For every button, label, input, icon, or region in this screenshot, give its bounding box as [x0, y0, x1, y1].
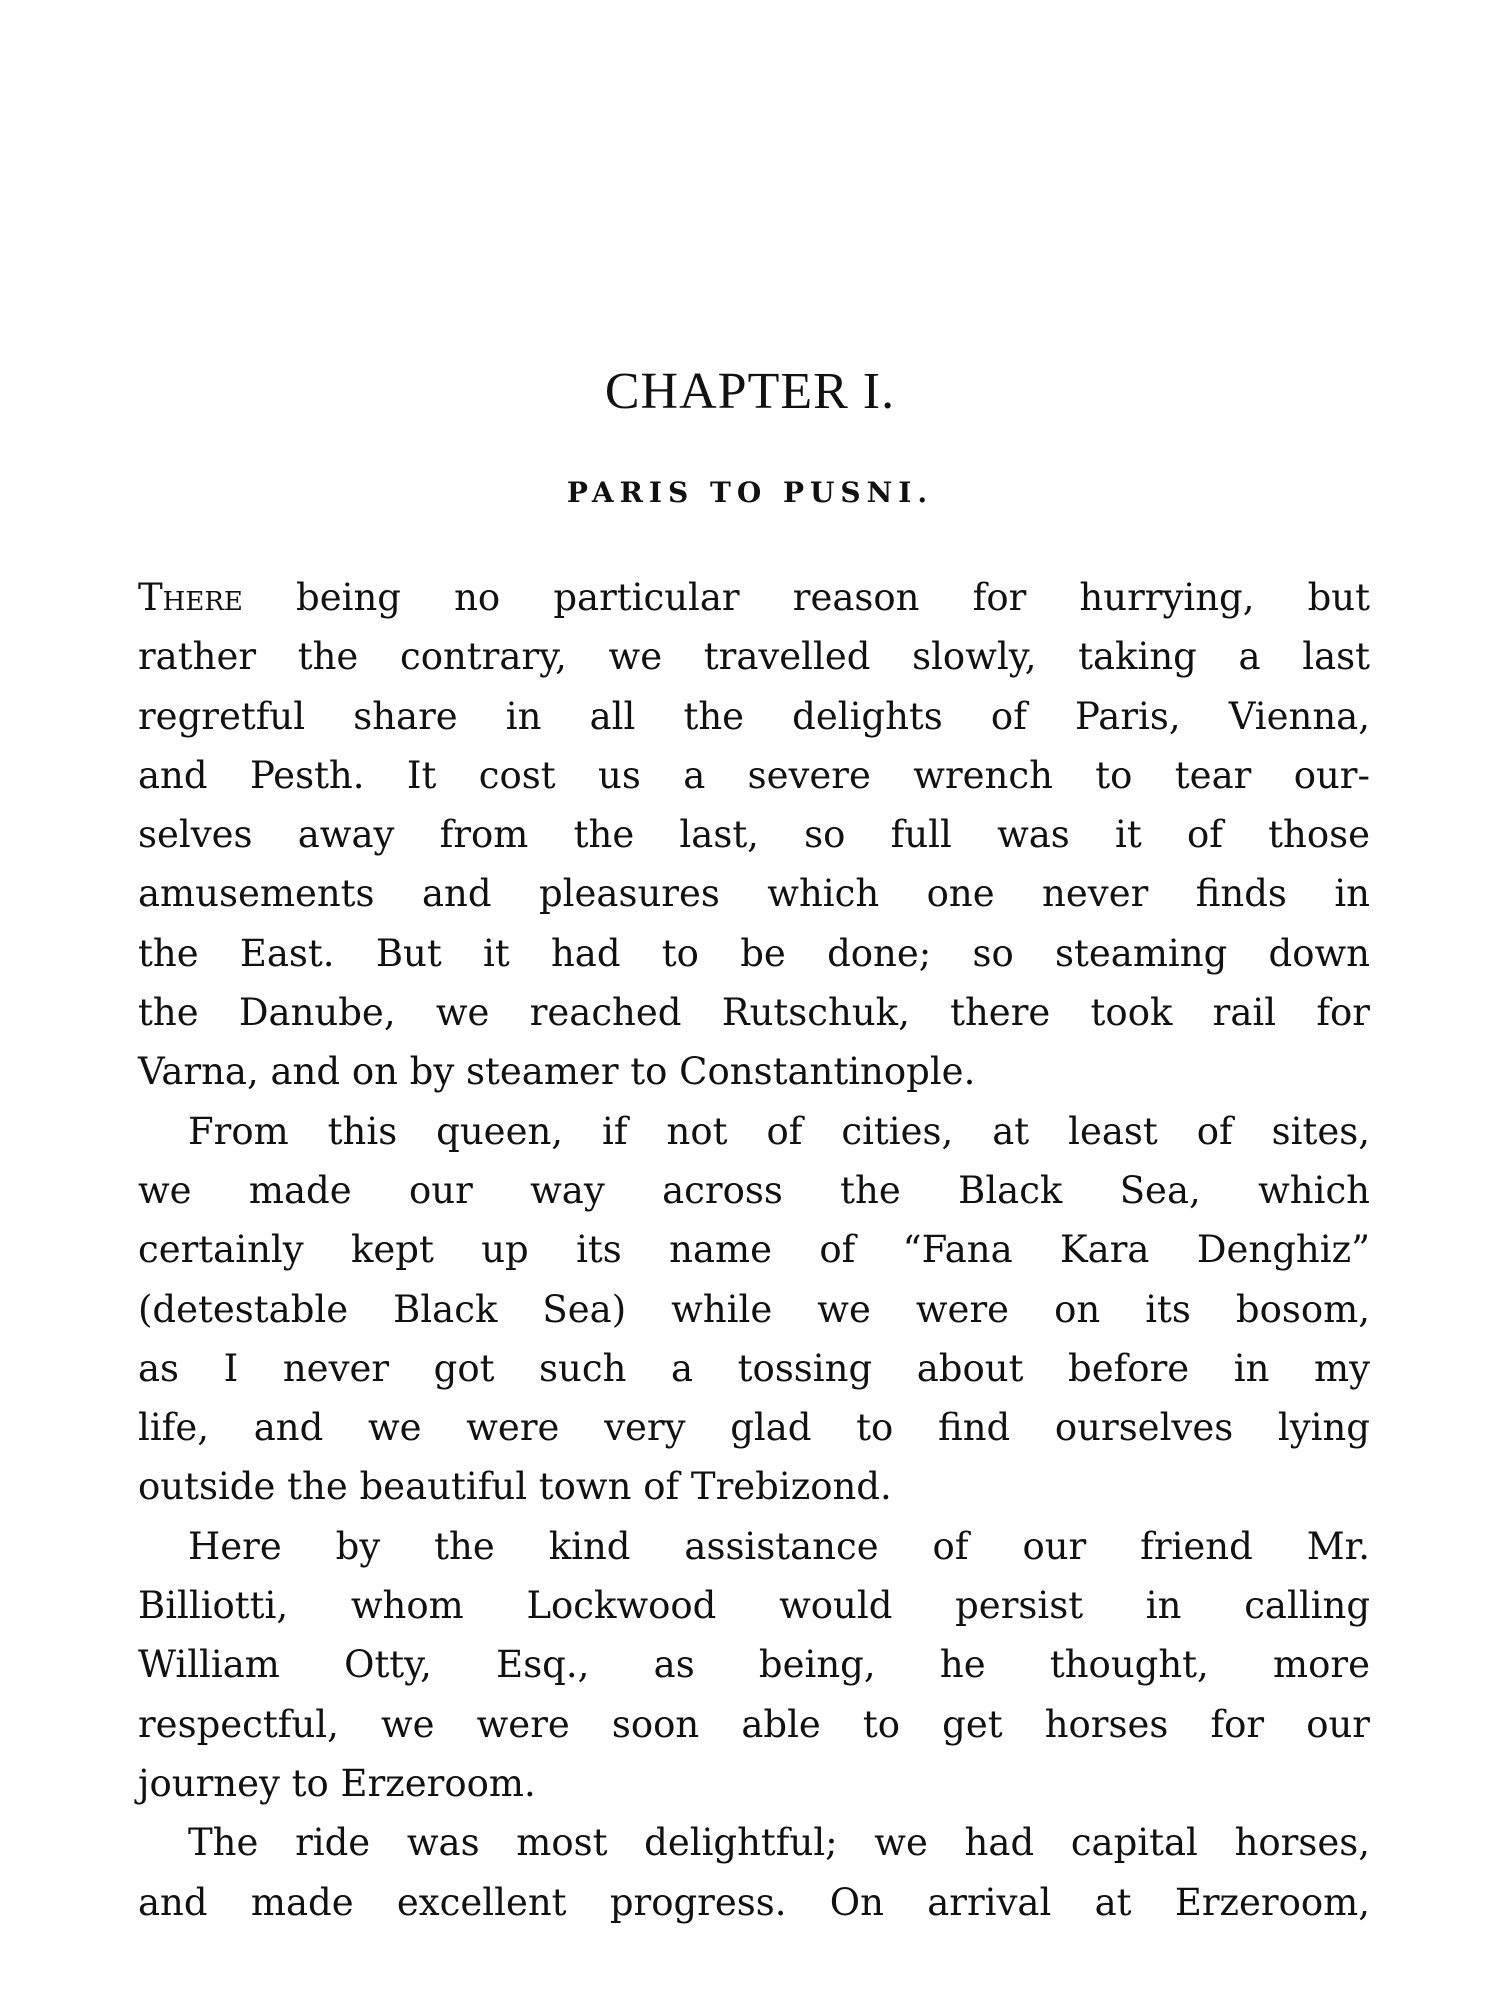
text-line: Billiotti, whom Lockwood would persist in calling: [138, 1584, 1370, 1628]
text-line: as I never got such a tossing about before in my: [138, 1346, 1370, 1390]
text-line-content: being no particular reason for hurrying, but: [242, 576, 1370, 619]
text-line: From this queen, if not of cities, at least of sites,: [188, 1109, 1370, 1153]
text-line: The ride was most delightful; we had capital horses,: [188, 1821, 1370, 1865]
text-line: selves away from the last, so full was it of those: [138, 813, 1370, 857]
text-line: rather the contrary, we travelled slowly, taking a last: [138, 635, 1370, 679]
text-line: [138, 568, 1370, 627]
chapter-subtitle: PARIS TO PUSNI.: [566, 476, 934, 509]
lead-word: There: [138, 576, 243, 619]
text-line: respectful, we were soon able to get horses for our: [138, 1702, 1370, 1746]
text-line: certainly kept up its name of “Fana Kara Denghiz”: [138, 1228, 1370, 1272]
text-line: Varna, and on by steamer to Constantinople.: [138, 1050, 976, 1094]
text-line: journey to Erzeroom.: [138, 1761, 536, 1805]
text-line: William Otty, Esq., as being, he thought, more: [138, 1643, 1370, 1687]
text-line: amusements and pleasures which one never finds in: [138, 872, 1370, 916]
text-line: regretful share in all the delights of Paris, Vienna,: [138, 694, 1370, 738]
body-text: [138, 568, 1370, 1932]
text-line: outside the beautiful town of Trebizond.: [138, 1465, 892, 1509]
text-line: Here by the kind assistance of our friend Mr.: [188, 1524, 1370, 1568]
text-line: (detestable Black Sea) while we were on its bosom,: [138, 1287, 1370, 1331]
text-line: and Pesth. It cost us a severe wrench to tear our-: [138, 753, 1370, 797]
text-line: we made our way across the Black Sea, which: [138, 1168, 1370, 1212]
text-line: life, and we were very glad to find ourselves lying: [138, 1406, 1370, 1450]
chapter-title: CHAPTER I.: [604, 363, 896, 420]
text-line: the Danube, we reached Rutschuk, there took rail for: [138, 991, 1370, 1035]
text-line: the East. But it had to be done; so steaming down: [138, 931, 1370, 975]
text-line: and made excellent progress. On arrival at Erzeroom,: [138, 1880, 1370, 1924]
